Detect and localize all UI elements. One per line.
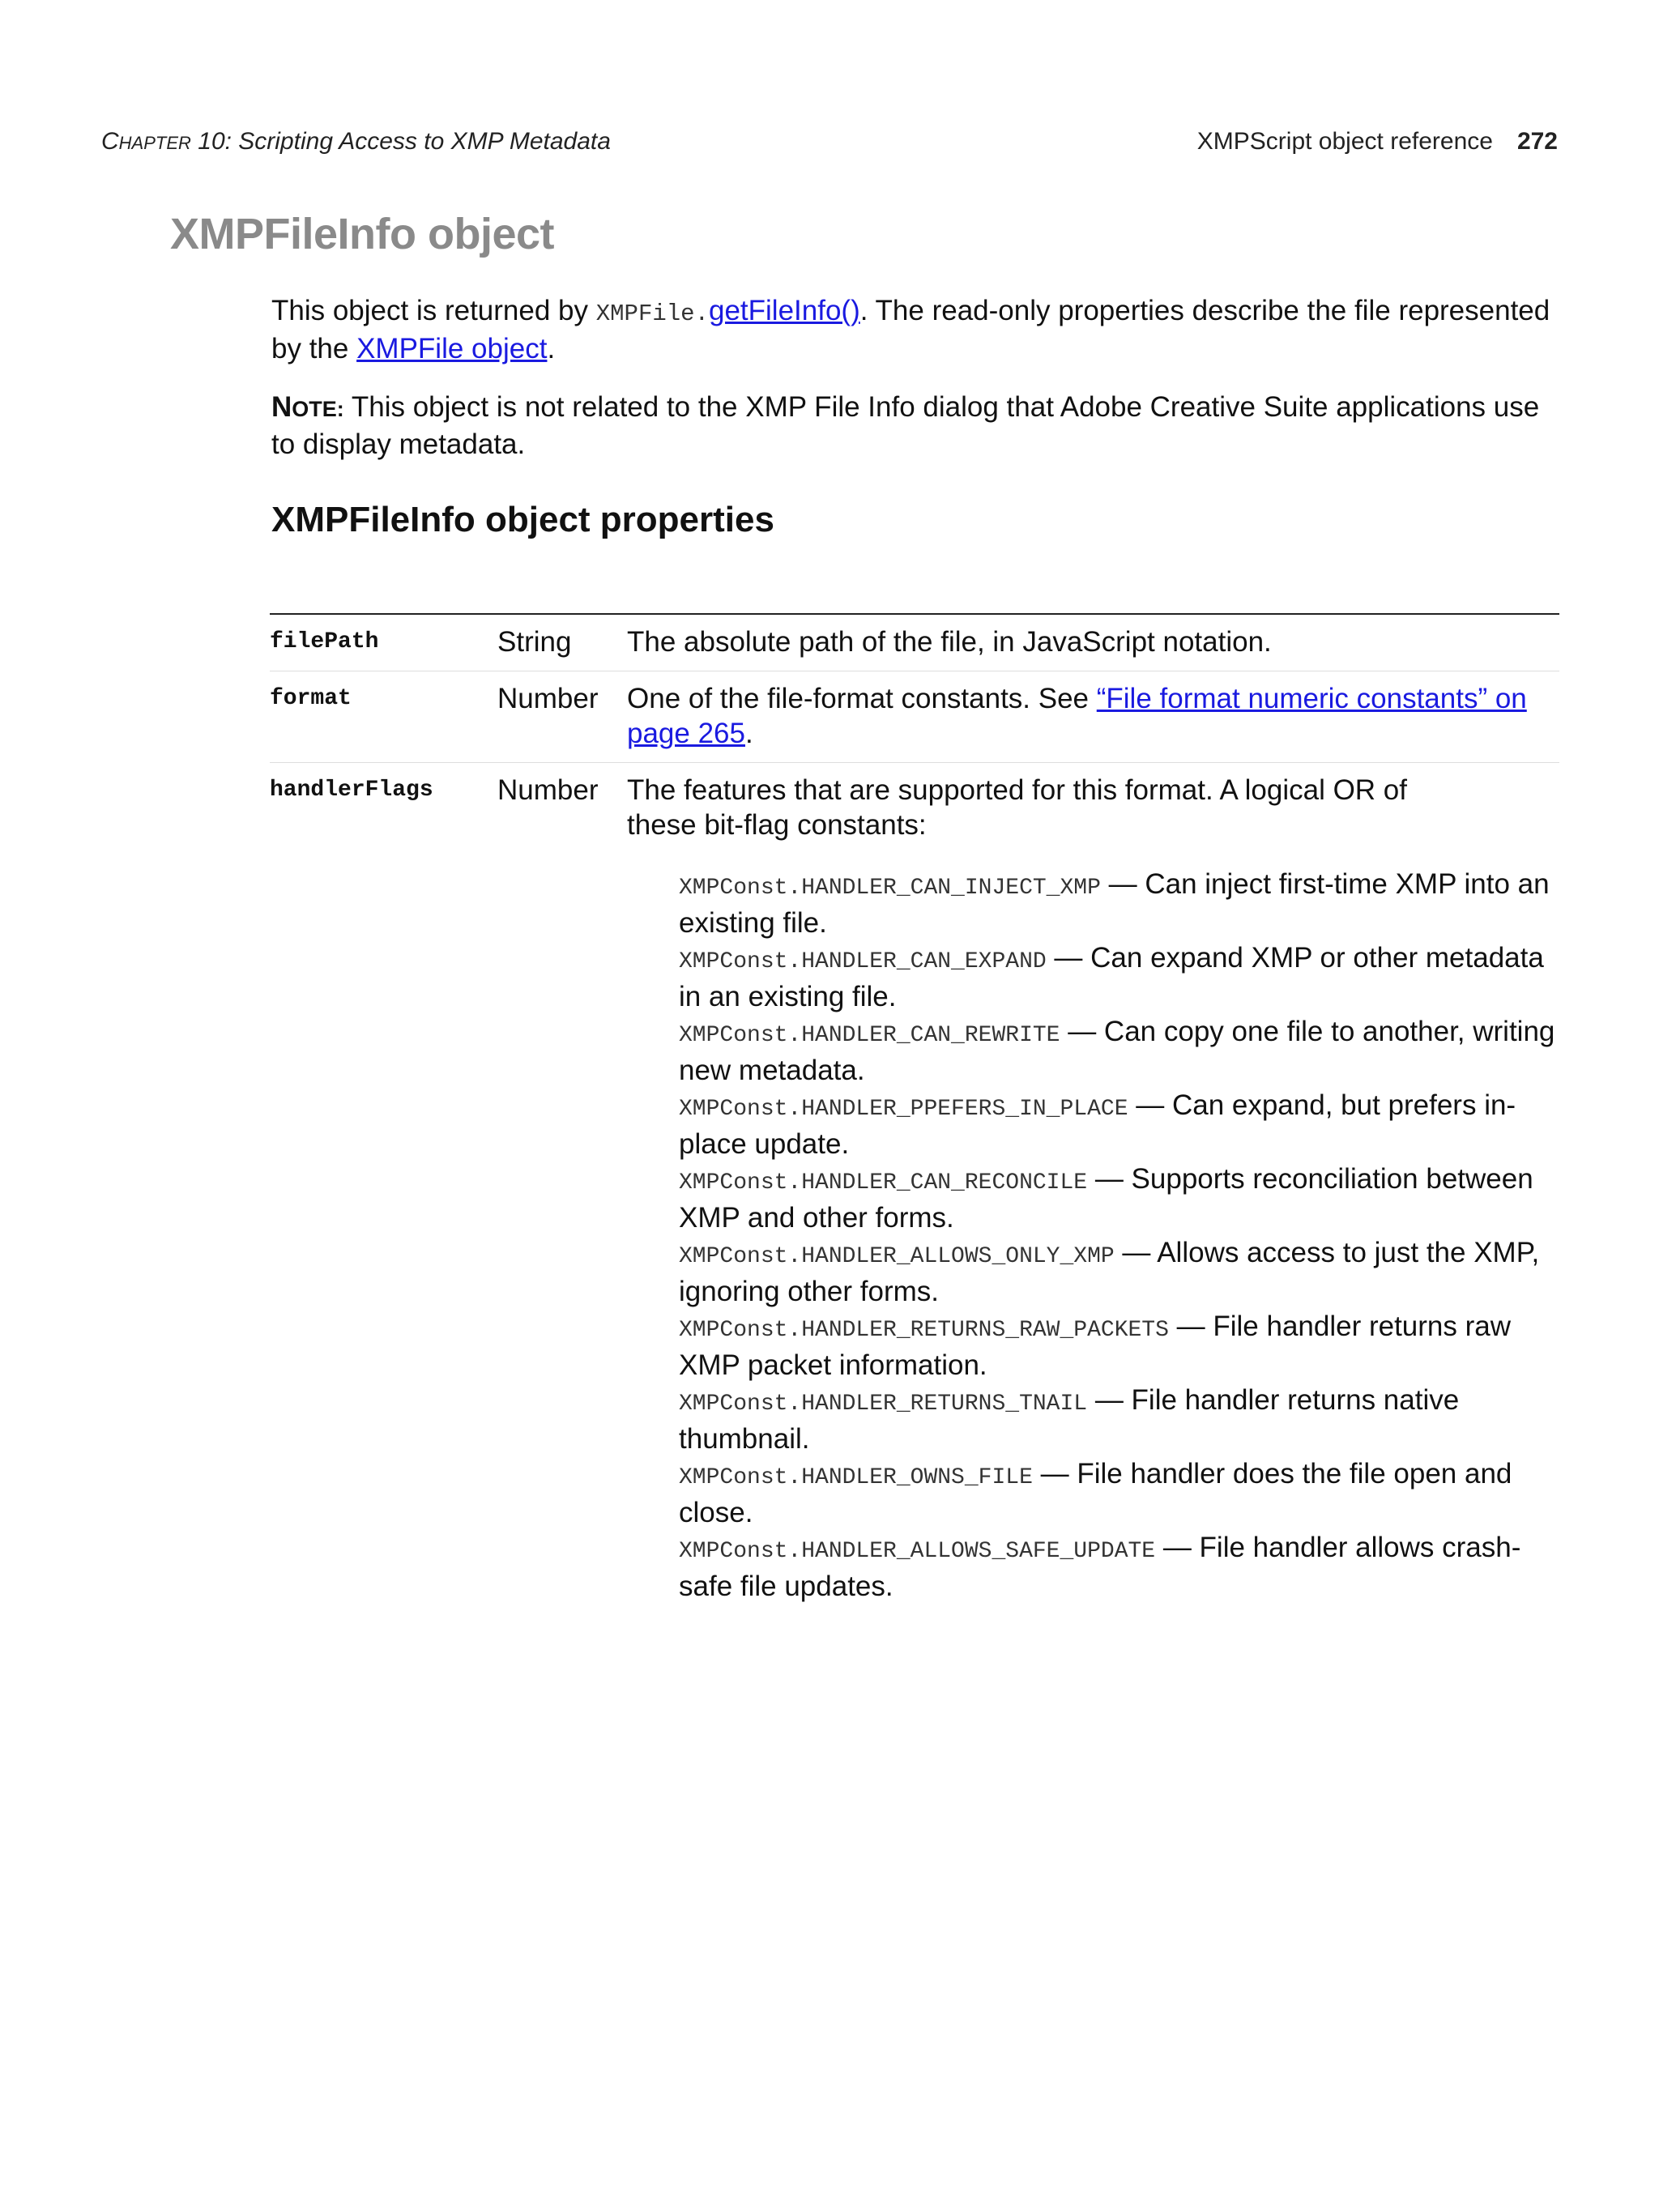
flag-code: XMPConst.HANDLER_RETURNS_RAW_PACKETS — [679, 1318, 1169, 1343]
file-format-constants-link[interactable]: “File format numeric constants” on page 265 — [627, 683, 1527, 749]
flag-code: XMPConst.HANDLER_OWNS_FILE — [679, 1465, 1033, 1490]
flag-code: XMPConst.HANDLER_CAN_REWRITE — [679, 1023, 1060, 1048]
table-row — [270, 763, 1559, 1615]
flag-list — [679, 867, 1559, 1604]
getfileinfo-link[interactable]: getFileInfo() — [708, 295, 860, 326]
property-description — [627, 681, 1559, 751]
note-label — [271, 391, 344, 423]
property-description — [627, 773, 1559, 1604]
chapter-title — [101, 128, 611, 156]
flag-text: — Can expand XMP or other metadata in an existing file. — [679, 942, 1544, 1012]
property-type: String — [497, 626, 572, 658]
note-paragraph — [271, 390, 1559, 462]
chapter-name: 10: Scripting Access to XMP Metadata — [190, 128, 611, 155]
description-text: One of the file-format constants. See — [627, 683, 1097, 714]
flag-item — [679, 1161, 1559, 1235]
flag-text: — File handler returns raw XMP packet information. — [679, 1311, 1512, 1381]
note-text: This object is not related to the XMP File Info dialog that Adobe Creative Suite applications use to display metadata. — [271, 391, 1540, 460]
flag-item — [679, 940, 1559, 1014]
flag-item — [679, 1088, 1559, 1161]
flag-item — [679, 1456, 1559, 1530]
flag-text: — Allows access to just the XMP, ignoring other forms. — [679, 1237, 1540, 1307]
intro-paragraph — [271, 293, 1559, 366]
intro-code: XMPFile. — [595, 300, 709, 327]
section-name: XMPScript object reference — [1196, 128, 1493, 155]
property-name: format — [270, 686, 352, 711]
flag-text: — Supports reconciliation between XMP and other forms. — [679, 1163, 1533, 1234]
description-text: The features that are supported for this format. A logical OR of these bit-flag constants: — [627, 774, 1407, 841]
flag-text: — File handler returns native thumbnail. — [679, 1384, 1460, 1455]
flag-item — [679, 1530, 1559, 1604]
property-description: The absolute path of the file, in JavaScript notation. — [627, 626, 1272, 658]
table-row — [270, 615, 1559, 671]
page-title: XMPFileInfo object — [170, 210, 555, 258]
flag-item — [679, 867, 1559, 940]
flag-text: — File handler allows crash-safe file updates. — [679, 1532, 1521, 1602]
flag-text: — Can inject first-time XMP into an existing file. — [679, 868, 1550, 939]
flag-code: XMPConst.HANDLER_ALLOWS_ONLY_XMP — [679, 1244, 1115, 1269]
property-type: Number — [497, 774, 599, 806]
page-number: 272 — [1516, 128, 1558, 155]
property-type: Number — [497, 683, 599, 714]
property-name: filePath — [270, 629, 379, 654]
description-end: . — [744, 718, 753, 749]
flag-item — [679, 1014, 1559, 1088]
flag-code: XMPConst.HANDLER_PPEFERS_IN_PLACE — [679, 1097, 1128, 1122]
properties-table — [270, 613, 1559, 1615]
flag-text: — Can copy one file to another, writing new metadata. — [679, 1016, 1555, 1086]
flag-text: — File handler does the file open and close. — [679, 1458, 1512, 1528]
note-word: OTE: — [292, 397, 344, 421]
note-initial: N — [271, 391, 292, 423]
flag-code: XMPConst.HANDLER_ALLOWS_SAFE_UPDATE — [679, 1539, 1156, 1564]
flag-item — [679, 1383, 1559, 1456]
flag-code: XMPConst.HANDLER_CAN_EXPAND — [679, 949, 1047, 974]
section-title: XMPFileInfo object properties — [271, 500, 774, 539]
chapter-initial: C — [101, 128, 119, 155]
intro-text-2: . The read-only properties describe the file represented by the — [271, 295, 1550, 364]
intro-text: This object is returned by — [271, 295, 596, 326]
page-header — [101, 128, 1558, 160]
chapter-word: HAPTER — [118, 133, 191, 153]
flag-item — [679, 1235, 1559, 1309]
flag-code: XMPConst.HANDLER_RETURNS_TNAIL — [679, 1392, 1088, 1417]
property-name: handlerFlags — [270, 778, 433, 803]
header-right — [1197, 128, 1558, 156]
table-row — [270, 671, 1559, 763]
flag-item — [679, 1309, 1559, 1383]
xmpfile-object-link[interactable]: XMPFile object — [356, 333, 548, 364]
flag-code: XMPConst.HANDLER_CAN_INJECT_XMP — [679, 876, 1101, 901]
flag-text: — Can expand, but prefers in-place update. — [679, 1089, 1516, 1160]
intro-text-3: . — [547, 333, 556, 364]
flag-code: XMPConst.HANDLER_CAN_RECONCILE — [679, 1170, 1088, 1196]
